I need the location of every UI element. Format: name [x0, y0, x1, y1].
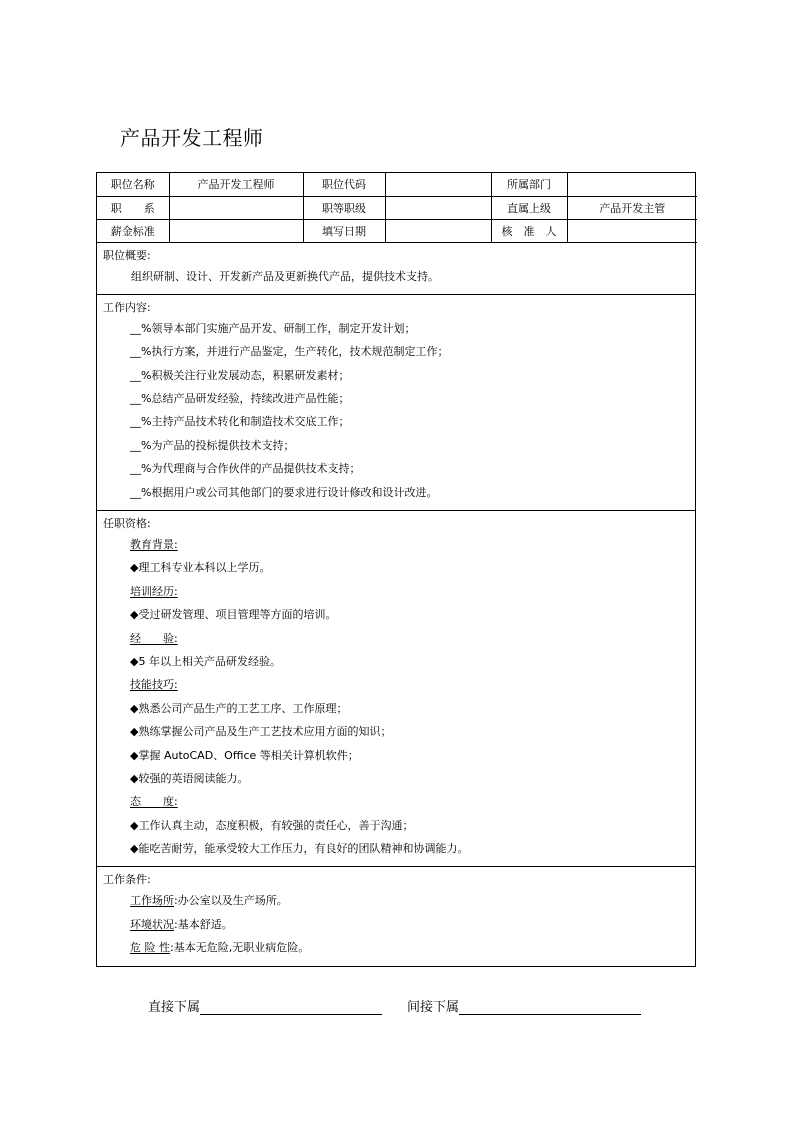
label-position-name: 职位名称: [97, 173, 169, 196]
training-label: 培训经历:: [130, 584, 178, 598]
skills-item: [97, 744, 695, 767]
risk-label: 危 险 性: [130, 941, 170, 955]
label-position-code: 职位代码: [303, 173, 385, 196]
duty-text: 执行方案，并进行产品鉴定，生产转化，技术规范制定工作；: [151, 345, 449, 359]
header-row: [97, 196, 697, 219]
duty-prefix: __%: [130, 368, 152, 382]
indirect-subordinates: [407, 996, 641, 1015]
label-grade-level: 职等职级: [303, 196, 385, 219]
duty-prefix: __%: [130, 485, 152, 499]
education-text: 理工科专业本科以上学历。: [138, 561, 271, 575]
duty-item: [97, 410, 695, 433]
direct-subordinates: [148, 996, 382, 1015]
duty-item: [97, 340, 695, 363]
value-approver: [567, 219, 697, 242]
env-value: :基本舒适。: [174, 917, 233, 931]
summary-text: 组织研制、设计、开发新产品及更新换代产品，提供技术支持。: [131, 269, 439, 283]
duty-prefix: __%: [130, 345, 152, 359]
diamond-bullet-icon: ◆: [130, 608, 139, 622]
duty-prefix: __%: [130, 438, 152, 452]
duty-item: [97, 457, 695, 480]
diamond-bullet-icon: ◆: [130, 561, 139, 575]
condition-place: [97, 889, 695, 912]
duty-text: 领导本部门实施产品开发、研制工作，制定开发计划；: [151, 321, 416, 335]
duty-text: 积极关注行业发展动态，积累研发素材；: [151, 368, 350, 382]
attitude-text: 能吃苦耐劳，能承受较大工作压力，有良好的团队精神和协调能力。: [138, 842, 469, 856]
label-fill-date: 填写日期: [303, 219, 385, 242]
training-list: [97, 603, 695, 626]
conditions-heading: 工作条件:: [103, 873, 151, 887]
duty-item: [97, 387, 695, 410]
qualifications-section: [97, 511, 695, 867]
duty-item: [97, 481, 695, 504]
summary-section: [97, 243, 695, 295]
duty-item: [97, 317, 695, 340]
indirect-subordinates-label: 间接下属: [407, 1000, 460, 1015]
summary-heading: 职位概要:: [103, 248, 151, 262]
skills-text: 较强的英语阅读能力。: [138, 771, 249, 785]
label-approver: 核 准 人: [491, 219, 567, 242]
attitude-text: 工作认真主动，态度积极，有较强的责任心，善于沟通；: [138, 818, 414, 832]
skills-text: 熟练掌握公司产品及生产工艺技术应用方面的知识；: [138, 725, 392, 739]
skills-item: [97, 720, 695, 743]
duty-item: [97, 434, 695, 457]
value-job-family: [169, 196, 303, 219]
experience-item: [97, 650, 695, 673]
duty-text: 总结产品研发经验，持续改进产品性能；: [151, 392, 350, 406]
education-list: [97, 556, 695, 579]
duty-prefix: __%: [130, 392, 152, 406]
training-text: 受过研发管理、项目管理等方面的培训。: [138, 608, 337, 622]
label-job-family: 职 系: [97, 196, 169, 219]
attitude-item: [97, 814, 695, 837]
duty-item: [97, 364, 695, 387]
education-label: 教育背景:: [130, 538, 178, 552]
skills-text: 熟悉公司产品生产的工艺工序、工作原理；: [138, 701, 348, 715]
value-grade-level: [385, 196, 491, 219]
training-item: [97, 603, 695, 626]
duty-prefix: __%: [130, 415, 152, 429]
diamond-bullet-icon: ◆: [130, 701, 139, 715]
duties-list: [97, 317, 695, 504]
env-label: 环境状况: [130, 917, 174, 931]
duty-text: 为产品的投标提供技术支持；: [151, 438, 295, 452]
duty-prefix: __%: [130, 462, 152, 476]
page-title: 产品开发工程师: [120, 126, 264, 150]
skills-label: 技能技巧:: [130, 678, 178, 692]
header-row: [97, 173, 697, 196]
diamond-bullet-icon: ◆: [130, 748, 139, 762]
qualifications-heading: 任职资格:: [103, 517, 151, 531]
direct-subordinates-field[interactable]: [200, 1000, 382, 1015]
duty-text: 主持产品技术转化和制造技术交底工作；: [151, 415, 350, 429]
attitude-list: [97, 814, 695, 861]
diamond-bullet-icon: ◆: [130, 842, 139, 856]
condition-risk: [97, 936, 695, 959]
label-department: 所属部门: [491, 173, 567, 196]
attitude-item: [97, 837, 695, 860]
direct-subordinates-label: 直接下属: [148, 1000, 201, 1015]
experience-text: 5 年以上相关产品研发经验。: [138, 654, 281, 668]
duties-heading: 工作内容:: [103, 300, 151, 314]
value-position-name: 产品开发工程师: [169, 173, 303, 196]
duty-text: 为代理商与合作伙伴的产品提供技术支持；: [151, 462, 361, 476]
label-direct-supervisor: 直属上级: [491, 196, 567, 219]
value-direct-supervisor: 产品开发主管: [567, 196, 697, 219]
place-value: :办公室以及生产场所。: [174, 894, 288, 908]
skills-item: [97, 697, 695, 720]
duty-prefix: __%: [130, 321, 152, 335]
header-table: [97, 173, 697, 243]
education-item: [97, 556, 695, 579]
job-description-form: [96, 172, 696, 967]
experience-list: [97, 650, 695, 673]
skills-text: 掌握 AutoCAD、Office 等相关计算机软件；: [138, 748, 359, 762]
diamond-bullet-icon: ◆: [130, 818, 139, 832]
skills-item: [97, 767, 695, 790]
duties-section: [97, 295, 695, 511]
conditions-section: [97, 867, 695, 965]
label-salary-standard: 薪金标准: [97, 219, 169, 242]
place-label: 工作场所: [130, 894, 174, 908]
experience-label: 经 验:: [130, 631, 178, 645]
attitude-label: 态 度:: [130, 795, 178, 809]
indirect-subordinates-field[interactable]: [459, 1000, 641, 1015]
value-salary-standard: [169, 219, 303, 242]
diamond-bullet-icon: ◆: [130, 771, 139, 785]
header-row: [97, 219, 697, 242]
duty-text: 根据用户或公司其他部门的要求进行设计修改和设计改进。: [151, 485, 438, 499]
condition-environment: [97, 913, 695, 936]
diamond-bullet-icon: ◆: [130, 725, 139, 739]
value-department: [567, 173, 697, 196]
risk-value: :基本无危险,无职业病危险。: [170, 941, 310, 955]
value-position-code: [385, 173, 491, 196]
value-fill-date: [385, 219, 491, 242]
skills-list: [97, 697, 695, 791]
diamond-bullet-icon: ◆: [130, 654, 139, 668]
